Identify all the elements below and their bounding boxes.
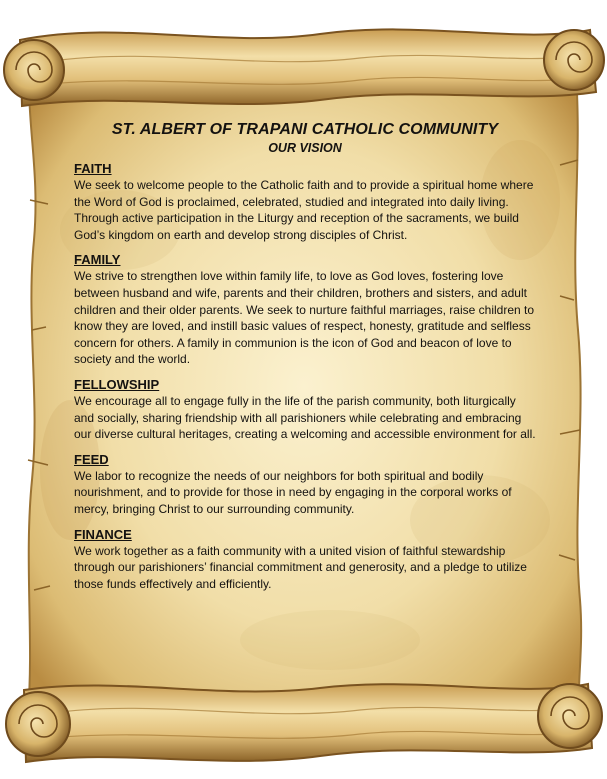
document-title: ST. ALBERT OF TRAPANI CATHOLIC COMMUNITY [111, 121, 499, 138]
section-heading: FAITH [74, 161, 112, 176]
section-text: We strive to strengthen love within family life, to love as God loves, fostering love between husband and wife, parents and their children, brothers and sisters, and adult children and their older parents. We seek to nurture faithful marriages, raise children to know they are loved, and instill basic values of respect, honesty, gratitude and selfless concern for others. A family in communion is the icon of God and beacon of love to society and the world. [74, 269, 535, 367]
section-fellowship [74, 376, 536, 443]
section-feed [74, 451, 536, 518]
section-heading: FEED [74, 451, 109, 467]
vision-document [74, 120, 536, 600]
section-heading: FAMILY [74, 252, 121, 268]
section-faith [74, 160, 536, 243]
section-heading: FELLOWSHIP [74, 376, 160, 392]
section-family [74, 251, 536, 368]
document-subtitle: OUR VISION [268, 141, 342, 155]
section-finance [74, 526, 536, 593]
section-text: We work together as a faith community with a united vision of faithful stewardship through our parishioners’ financial commitment and generosity, and a pledge to utilize those funds effectively and efficiently. [74, 543, 527, 591]
section-heading: FINANCE [74, 526, 132, 542]
section-text: We labor to recognize the needs of our neighbors for both spiritual and bodily nourishment, and to provide for those in need by engaging in the corporal works of mercy, bringing Christ to our surrounding community. [74, 468, 512, 516]
section-text: We encourage all to engage fully in the life of the parish community, both liturgically and socially, sharing friendship with all parishioners while celebrating and embracing our diverse cultural heritages, creating a welcoming and accessible environment for all. [74, 393, 536, 442]
section-text: We seek to welcome people to the Catholic faith and to provide a spiritual home where the Word of God is proclaimed, celebrated, studied and integrated into daily living. Through active participation in the Liturgy and reception of the sacraments, we build God’s kingdom on earth and develop strong disciples of Christ. [74, 178, 534, 242]
